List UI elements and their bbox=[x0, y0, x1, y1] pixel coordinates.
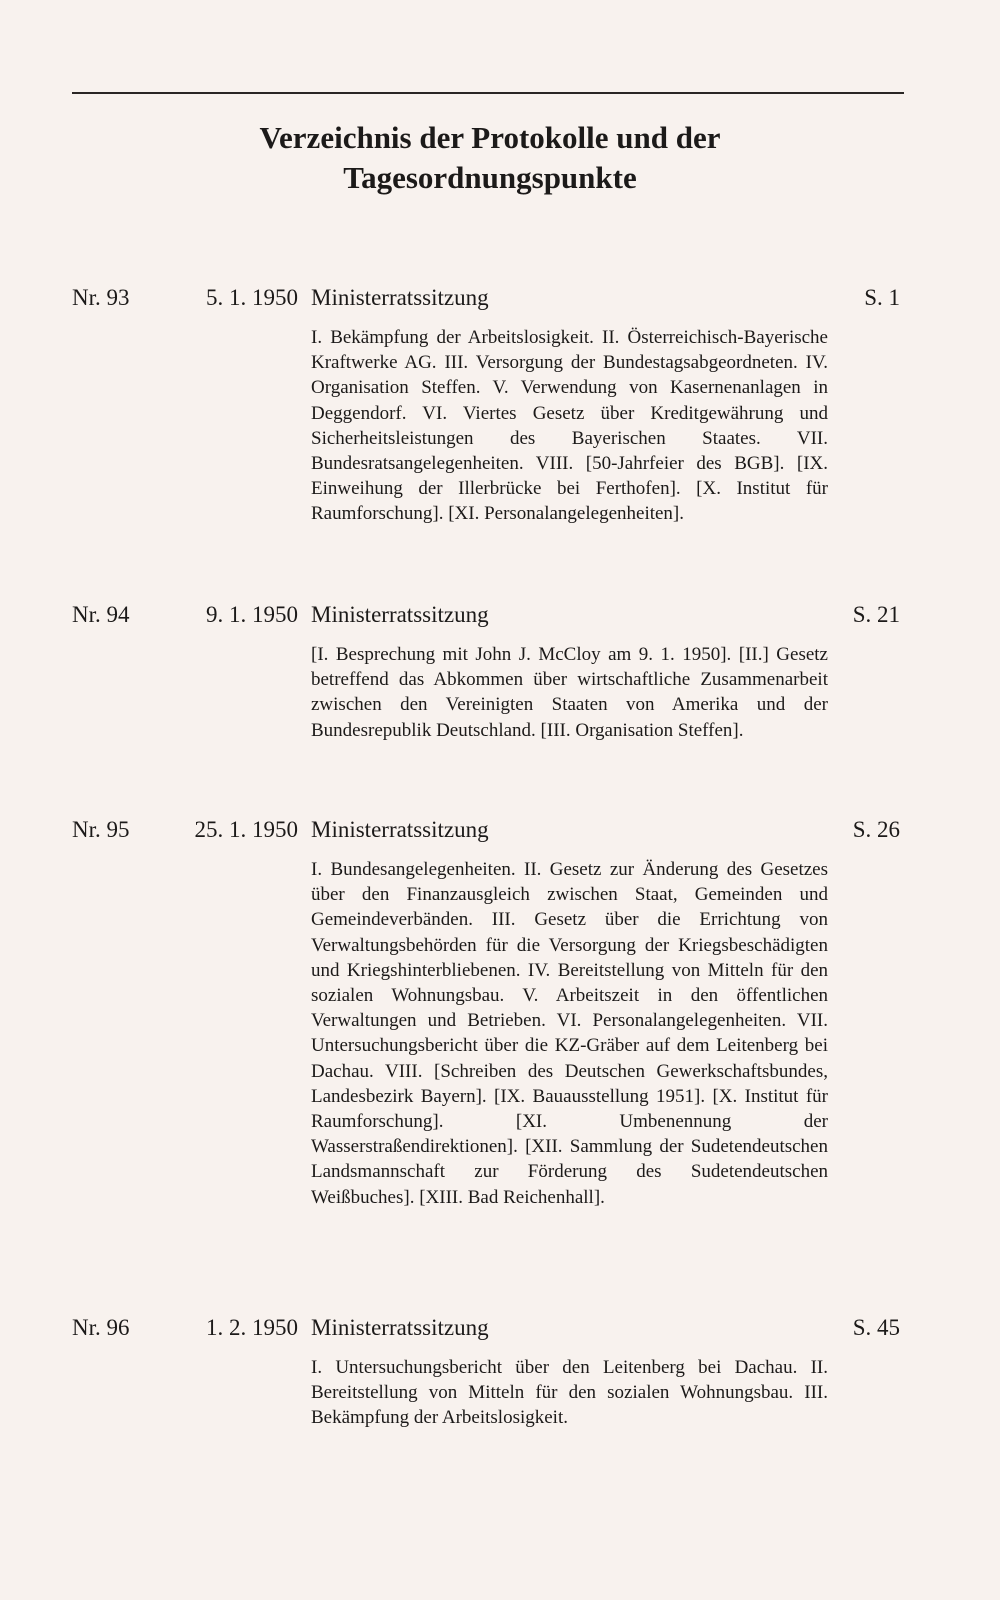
entry-page: S. 21 bbox=[852, 602, 900, 627]
entry-agenda: I. Bundesangelegenheiten. II. Gesetz zur Änderung des Gesetzes über den Finanzausgleich zwischen Staat, Gemeinden und Gemeindeverbänden. III. Gesetz über die Errichtung von Verwaltungsbehörden für die Versorgung der Kriegsbeschädigten und Kriegshinterbliebenen. IV. Bereitstellung von Mitteln für den sozialen Wohnungsbau. V. Arbeitszeit in den öffentlichen Verwaltungen und Betrieben. VI. Personalangelegenheiten. VII. Untersuchungsbericht über die KZ-Gräber auf dem Leitenberg bei Dachau. VIII. [Schreiben des Deutschen Gewerkschaftsbundes, Landesbezirk Bayern]. [IX. Bauausstellung 1951]. [X. Institut für Raumforschung]. [XI. Umbenennung der Wasserstraßendirektionen]. [XII. Sammlung der Sudetendeutschen Landsmannschaft zur Förderung des Sudetendeutschen Weißbuches]. [XIII. Bad Reichenhall]. bbox=[311, 859, 828, 1208]
entry-type: Ministerratssitzung bbox=[311, 1315, 489, 1340]
entry-agenda: [I. Besprechung mit John J. McCloy am 9. 1. 1950]. [II.] Gesetz betreffend das Abkommen über wirtschaftliche Zusammenarbeit zwischen den Vereinigten Staaten von Amerika und der Bundesrepublik Deutschland. [III. Organisation Steffen]. bbox=[311, 644, 828, 741]
entry-date: 25. 1. 1950 bbox=[194, 817, 298, 842]
page-title: Verzeichnis der Protokolle und der Tagesordnungspunkte bbox=[259, 120, 721, 195]
entry-number: Nr. 96 bbox=[72, 1315, 130, 1340]
entry-type: Ministerratssitzung bbox=[311, 602, 489, 627]
entry-page: S. 45 bbox=[852, 1315, 900, 1340]
entry-date: 1. 2. 1950 bbox=[206, 1315, 298, 1340]
entry-agenda: I. Bekämpfung der Arbeitslosigkeit. II. Österreichisch-Bayerische Kraftwerke AG. III. Versorgung der Bundestagsabgeordneten. IV. Organisation Steffen. V. Verwendung von Kasernenanlagen in Deggendorf. VI. Viertes Gesetz über Kreditgewährung und Sicherheitsleistungen des Bayerischen Staates. VII. Bundesratsangelegenheiten. VIII. [50-Jahrfeier des BGB]. [IX. Einweihung der Illerbrücke bei Ferthofen]. [X. Institut für Raumforschung]. [XI. Personalangelegenheiten]. bbox=[311, 327, 828, 525]
entry-number: Nr. 93 bbox=[72, 285, 130, 310]
entry-date: 5. 1. 1950 bbox=[206, 285, 298, 310]
entry-page: S. 26 bbox=[852, 817, 900, 842]
entry-number: Nr. 94 bbox=[72, 602, 130, 627]
entry-date: 9. 1. 1950 bbox=[206, 602, 298, 627]
entry-type: Ministerratssitzung bbox=[311, 817, 489, 842]
entry-type: Ministerratssitzung bbox=[311, 285, 489, 310]
entry-page: S. 1 bbox=[864, 285, 900, 310]
header-rule bbox=[72, 92, 904, 94]
entry-agenda: I. Untersuchungsbericht über den Leitenberg bei Dachau. II. Bereitstellung von Mitteln für den sozialen Wohnungsbau. III. Bekämpfung der Arbeitslosigkeit. bbox=[311, 1357, 828, 1429]
entry-number: Nr. 95 bbox=[72, 817, 130, 842]
